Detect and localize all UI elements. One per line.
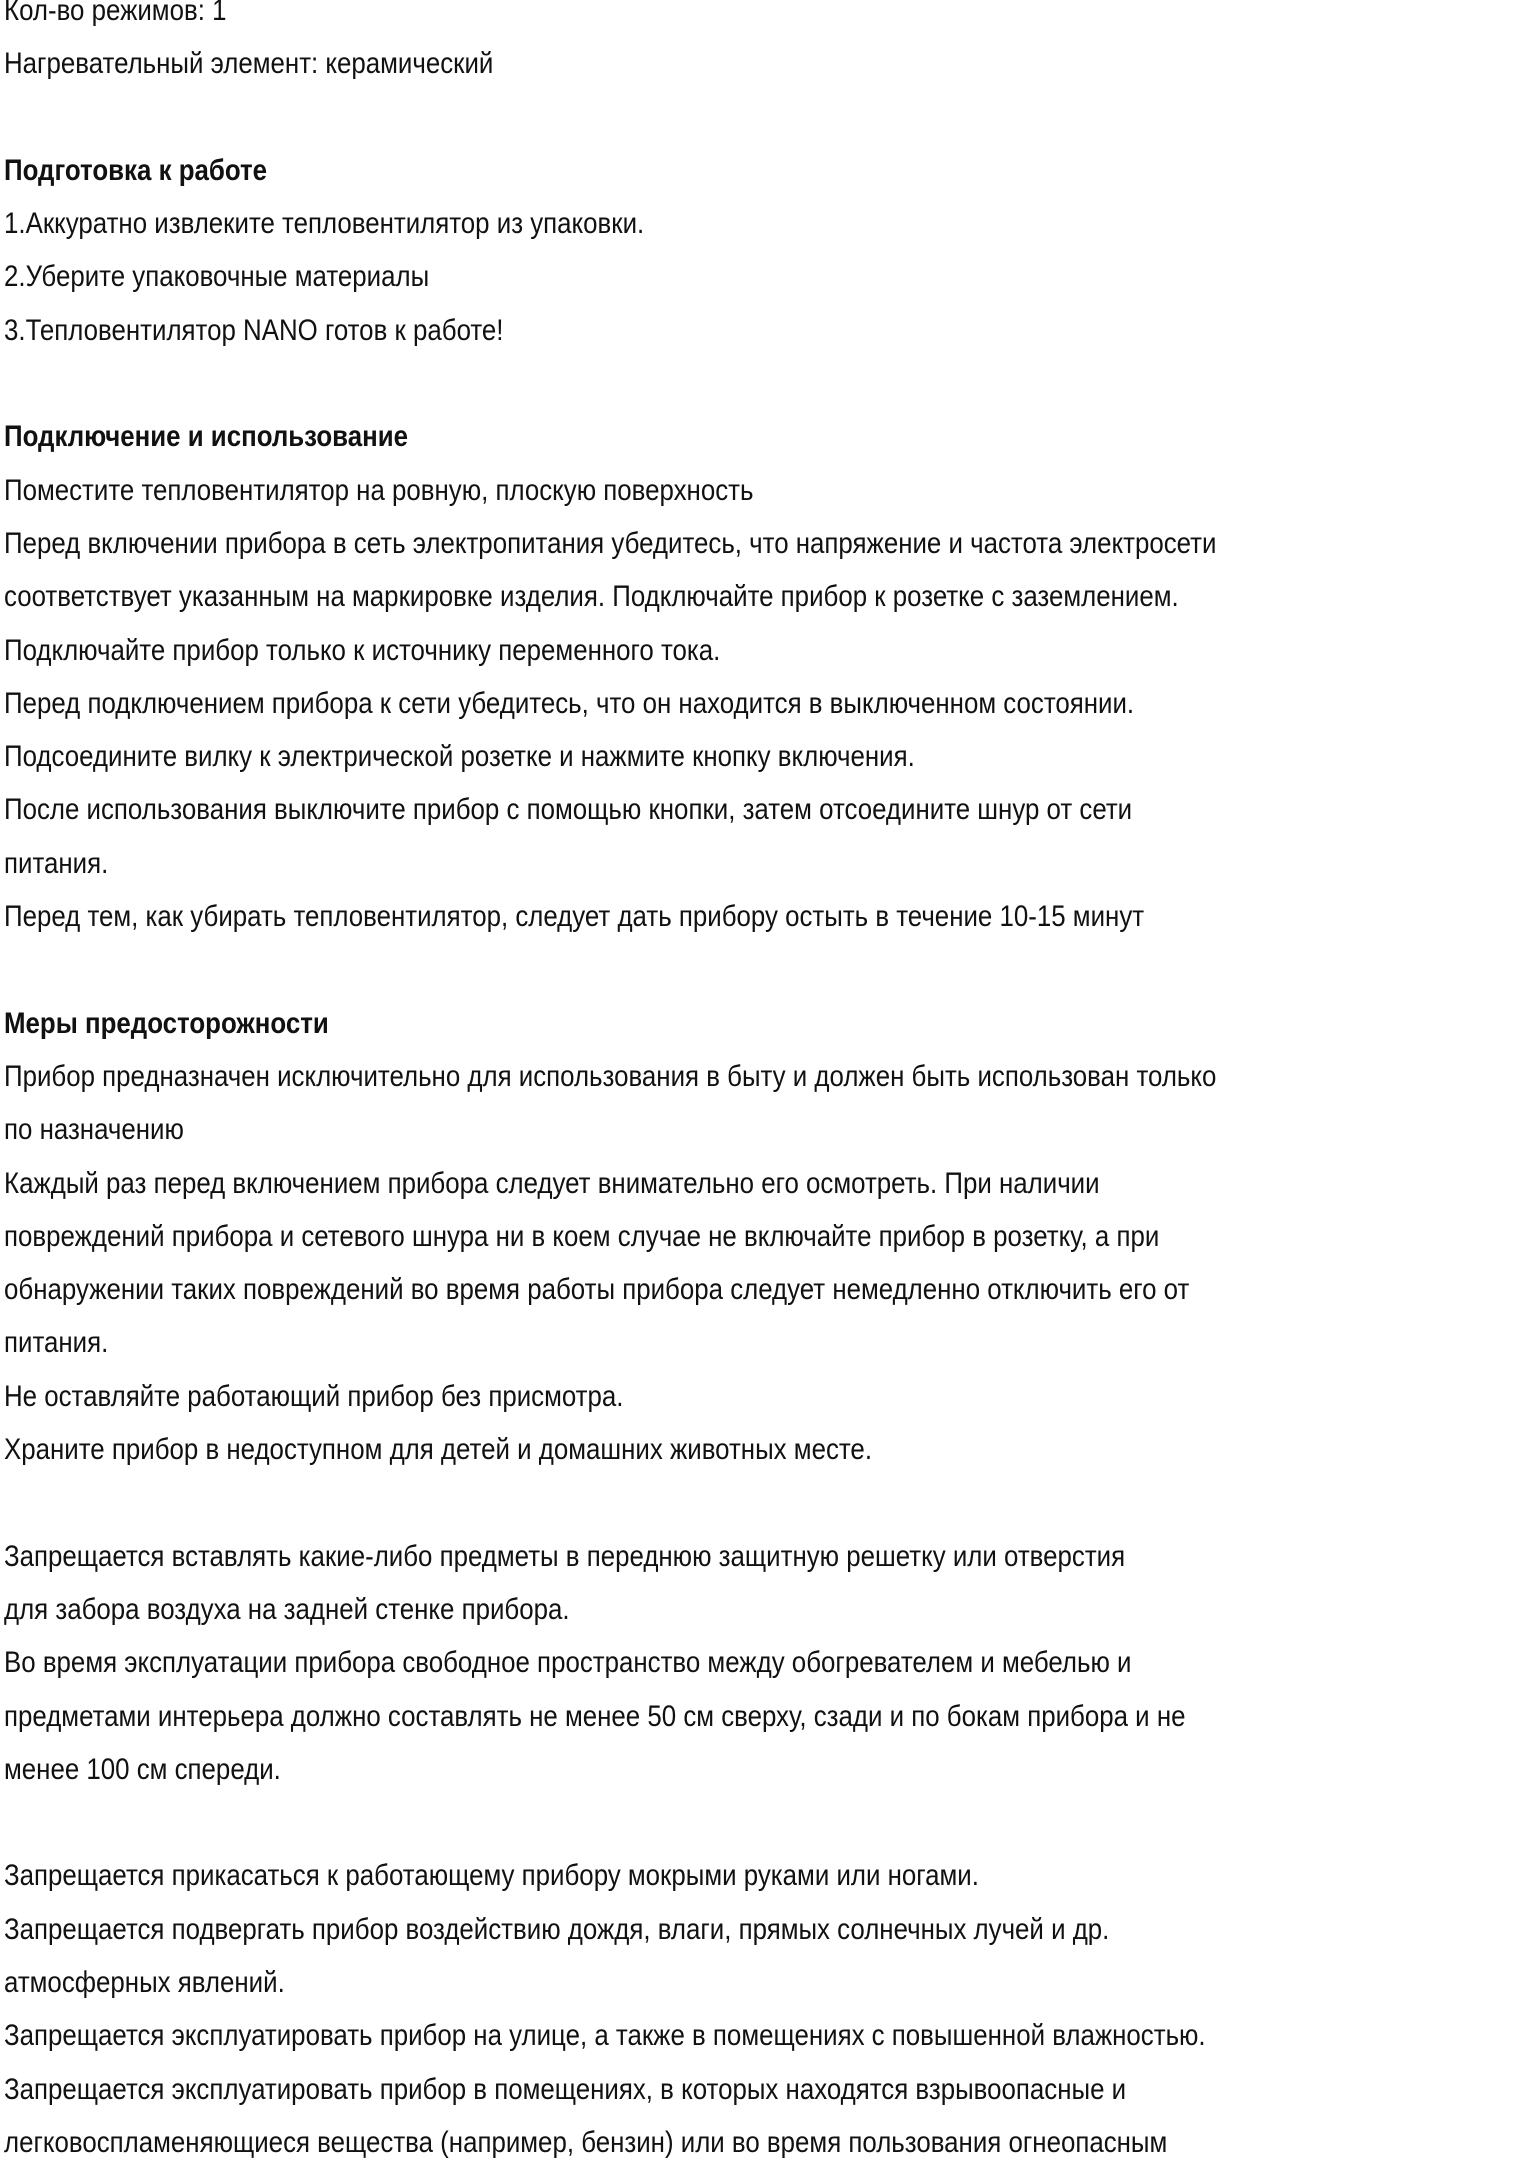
preparation-step: 3.Тепловентилятор NANO готов к работе! (4, 313, 504, 347)
precaution-line: Не оставляйте работающий прибор без присмотра. (4, 1379, 624, 1413)
usage-line: соответствует указанным на маркировке изделия. Подключайте прибор к розетке с заземлением. (4, 580, 1179, 614)
spacer (4, 1796, 1521, 1849)
section-heading-usage: Подключение и использование (4, 420, 409, 454)
precautions-section (4, 997, 1521, 2169)
precaution-line: Во время эксплуатации прибора свободное пространство между обогревателем и мебелью и (4, 1646, 1132, 1680)
spec-modes: Кол-во режимов: 1 (4, 0, 227, 27)
preparation-step: 1.Аккуратно извлеките тепловентилятор из упаковки. (4, 207, 645, 241)
usage-line: Поместите тепловентилятор на ровную, плоскую поверхность (4, 473, 754, 507)
document-page (4, 0, 1521, 2169)
precaution-line: Прибор предназначен исключительно для использования в быту и должен быть использован только (4, 1059, 1217, 1093)
precaution-line: обнаружении таких повреждений во время работы прибора следует немедленно отключить его от (4, 1273, 1190, 1307)
precaution-line: предметами интерьера должно составлять не менее 50 см сверху, сзади и по бокам прибора и не (4, 1699, 1186, 1733)
usage-line: После использования выключите прибор с помощью кнопки, затем отсоедините шнур от сети (4, 793, 1133, 827)
spacer (4, 91, 1521, 144)
section-heading-precautions: Меры предосторожности (4, 1006, 329, 1040)
usage-line: Подключайте прибор только к источнику переменного тока. (4, 633, 721, 667)
precaution-line: для забора воздуха на задней стенке прибора. (4, 1592, 570, 1626)
precaution-line: питания. (4, 1326, 109, 1360)
precaution-line: атмосферных явлений. (4, 1965, 285, 1999)
usage-line: питания. (4, 846, 109, 880)
spec-heating-element: Нагревательный элемент: керамический (4, 47, 494, 81)
precaution-line: повреждений прибора и сетевого шнура ни в коем случае не включайте прибор в розетку, а при (4, 1219, 1160, 1253)
spacer (4, 1476, 1521, 1529)
specs-section (4, 0, 1521, 91)
usage-line: Подсоедините вилку к электрической розетке и нажмите кнопку включения. (4, 740, 915, 774)
preparation-section (4, 144, 1521, 357)
preparation-step: 2.Уберите упаковочные материалы (4, 260, 430, 294)
precaution-line: Запрещается эксплуатировать прибор в помещениях, в которых находятся взрывоопасные и (4, 2072, 1127, 2106)
precaution-line: Каждый раз перед включением прибора следует внимательно его осмотреть. При наличии (4, 1166, 1100, 1200)
precaution-line: Запрещается эксплуатировать прибор на улице, а также в помещениях с повышенной влажностью. (4, 2019, 1206, 2053)
usage-line: Перед подключением прибора к сети убедитесь, что он находится в выключенном состоянии. (4, 686, 1135, 720)
precaution-line: по назначению (4, 1113, 184, 1147)
spacer (4, 943, 1521, 996)
usage-line: Перед тем, как убирать тепловентилятор, следует дать прибору остыть в течение 10-15 минут (4, 900, 1145, 934)
section-heading-preparation: Подготовка к работе (4, 153, 268, 187)
precaution-line: Запрещается вставлять какие-либо предметы в переднюю защитную решетку или отверстия (4, 1539, 1126, 1573)
precaution-line: Запрещается подвергать прибор воздействию дождя, влаги, прямых солнечных лучей и др. (4, 1912, 1110, 1946)
precaution-line: Храните прибор в недоступном для детей и домашних животных месте. (4, 1433, 873, 1467)
usage-section (4, 410, 1521, 943)
usage-line: Перед включении прибора в сеть электропитания убедитесь, что напряжение и частота электросети (4, 526, 1217, 560)
precaution-line: менее 100 см спереди. (4, 1752, 281, 1786)
precaution-line: легковоспламеняющиеся вещества (например, бензин) или во время пользования огнеопасным (4, 2125, 1168, 2159)
spacer (4, 357, 1521, 410)
precaution-line: Запрещается прикасаться к работающему прибору мокрыми руками или ногами. (4, 1859, 979, 1893)
